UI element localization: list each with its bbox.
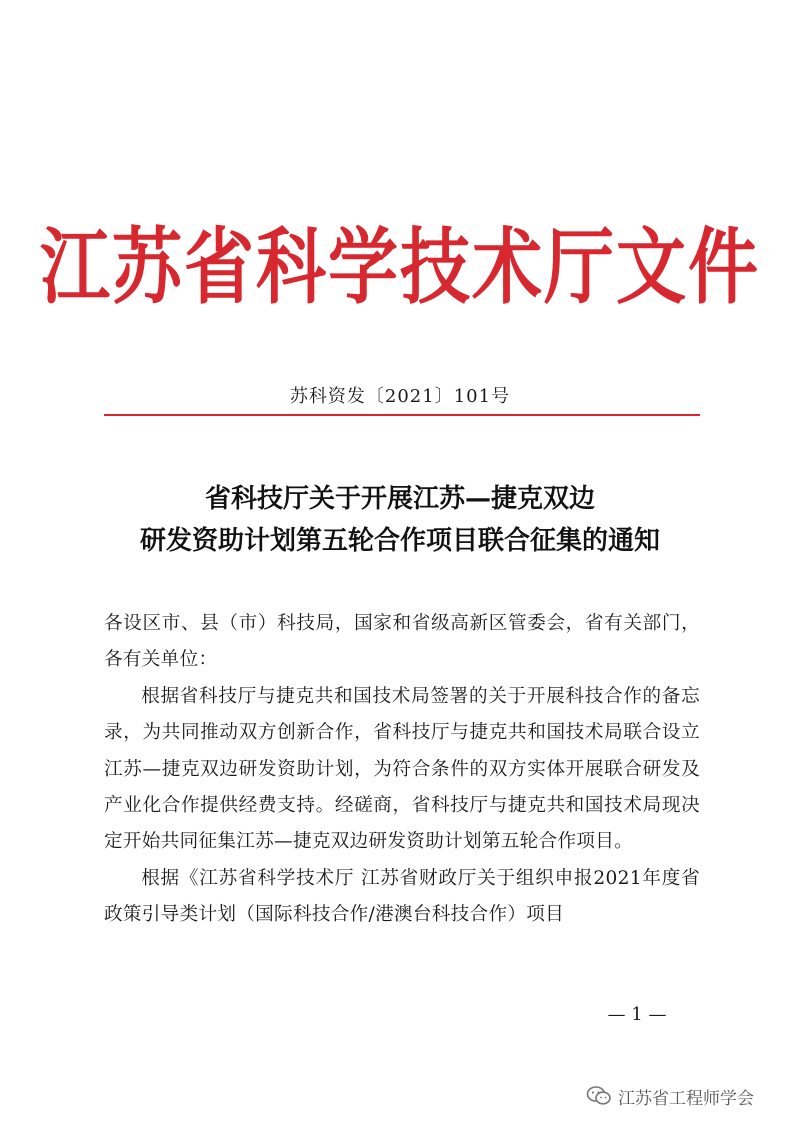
document-body xyxy=(104,606,700,934)
watermark-text: 江苏省工程师学会 xyxy=(618,1088,754,1109)
red-divider-line xyxy=(104,414,700,416)
watermark xyxy=(586,1082,754,1110)
paragraph-1: 根据省科技厅与捷克共和国技术局签署的关于开展科技合作的备忘录，为共同推动双方创新合作，省科技厅与捷克共和国技术局联合设立江苏—捷克双边研发资助计划，为符合条件的双方实体开展联合研发及产业化合作提供经费支持。经磋商，省科技厅与捷克共和国技术局现决定开始共同征集江苏—捷克双边研发资助计划第五轮合作项目。 xyxy=(104,685,700,853)
salutation: 各设区市、县（市）科技局，国家和省级高新区管委会，省有关部门，各有关单位： xyxy=(104,613,700,671)
document-title xyxy=(60,478,740,562)
masthead: 江苏省科学技术厅文件 xyxy=(40,218,760,316)
page-number: — 1 — xyxy=(607,1004,667,1025)
title-line-2: 研发资助计划第五轮合作项目联合征集的通知 xyxy=(139,526,660,556)
title-line-1: 省科技厅关于开展江苏—捷克双边 xyxy=(204,484,595,514)
document-number: 苏科资发〔2021〕101号 xyxy=(289,386,511,407)
paragraph-2: 根据《江苏省科学技术厅 江苏省财政厅关于组织申报2021年度省政策引导类计划（国际科技合作/港澳台科技合作）项目 xyxy=(104,867,700,926)
wechat-icon xyxy=(586,1085,612,1107)
